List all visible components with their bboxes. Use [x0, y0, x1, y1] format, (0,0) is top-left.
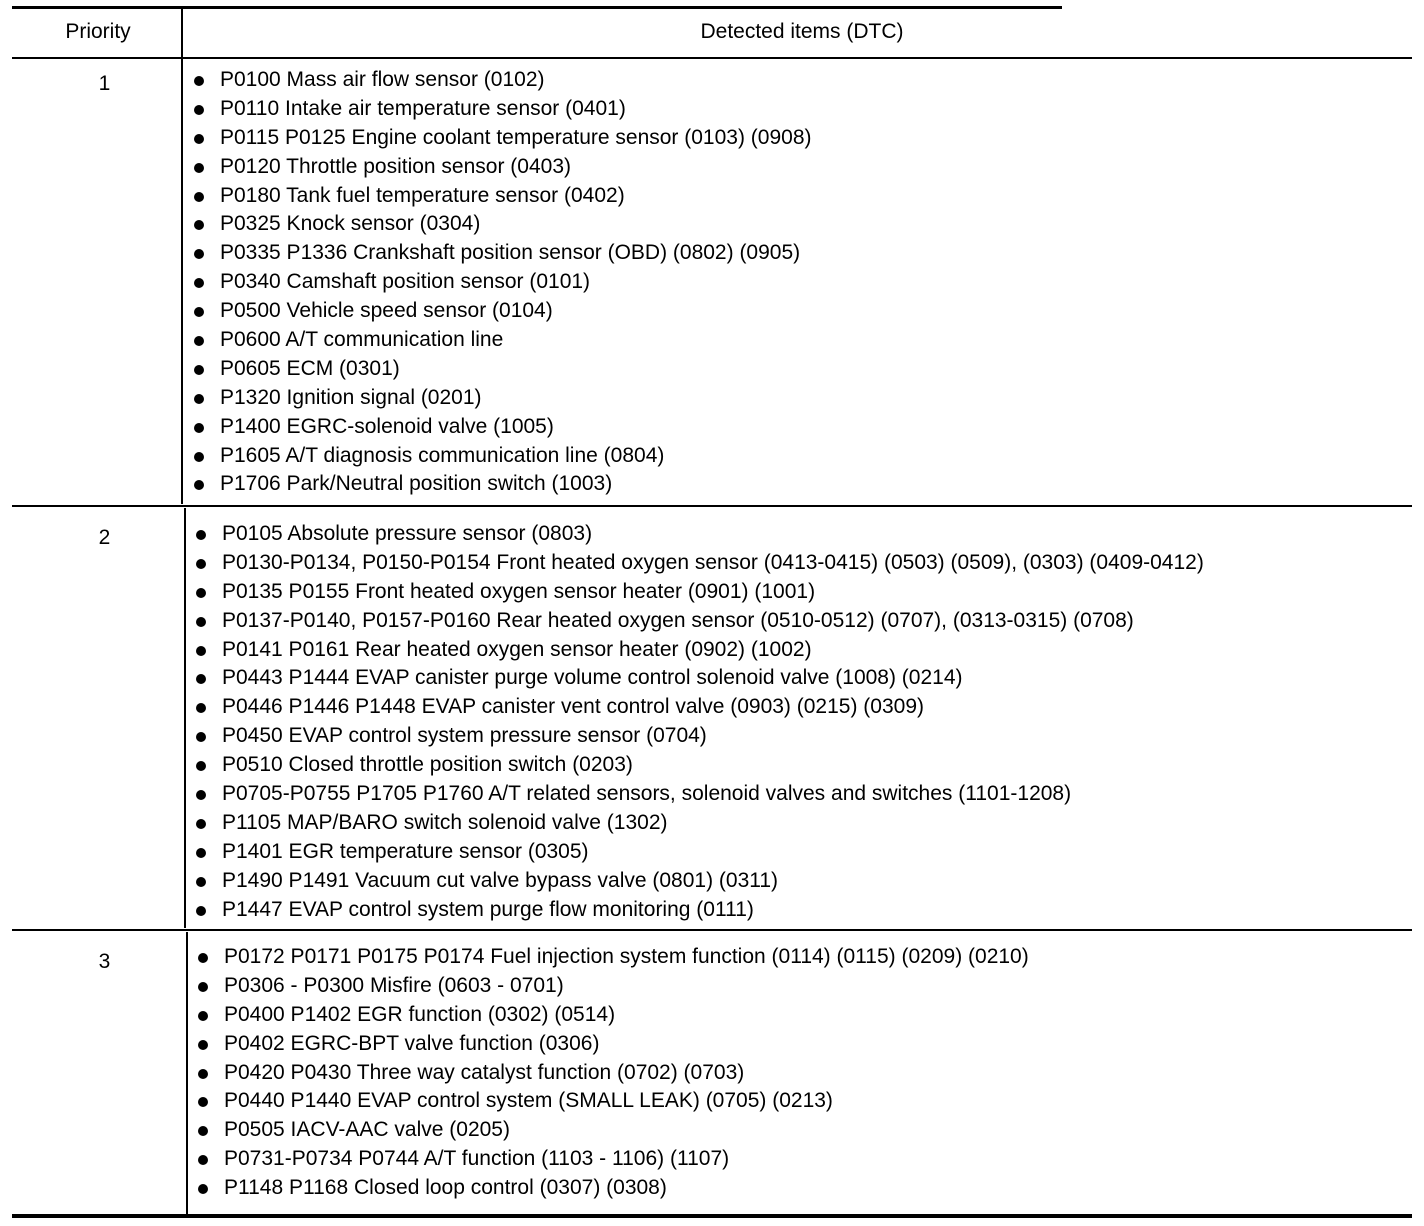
list-item: P0180 Tank fuel temperature sensor (0402)	[192, 182, 812, 211]
list-item: P1105 MAP/BARO switch solenoid valve (1302)	[194, 809, 1204, 838]
list-item: P1447 EVAP control system purge flow monitoring (0111)	[194, 896, 1204, 925]
list-item: P1148 P1168 Closed loop control (0307) (0308)	[196, 1174, 1029, 1203]
list-item: P0731-P0734 P0744 A/T function (1103 - 1106) (1107)	[196, 1145, 1029, 1174]
list-item: P0440 P1440 EVAP control system (SMALL LEAK) (0705) (0213)	[196, 1087, 1029, 1116]
list-item: P0605 ECM (0301)	[192, 355, 812, 384]
priority-3-items	[196, 943, 1029, 1203]
list-item: P0105 Absolute pressure sensor (0803)	[194, 520, 1204, 549]
list-item: P0335 P1336 Crankshaft position sensor (OBD) (0802) (0905)	[192, 239, 812, 268]
list-item: P0705-P0755 P1705 P1760 A/T related sensors, solenoid valves and switches (1101-1208)	[194, 780, 1204, 809]
header-priority: Priority	[65, 20, 131, 43]
header-detected-items: Detected items (DTC)	[700, 20, 904, 43]
list-item: P0600 A/T communication line	[192, 326, 812, 355]
priority-2-items	[194, 520, 1204, 924]
list-item: P0446 P1446 P1448 EVAP canister vent control valve (0903) (0215) (0309)	[194, 693, 1204, 722]
list-item: P1400 EGRC-solenoid valve (1005)	[192, 413, 812, 442]
group-rule	[12, 929, 1412, 931]
list-item: P0130-P0134, P0150-P0154 Front heated oxygen sensor (0413-0415) (0503) (0509), (0303) (0409-0412)	[194, 549, 1204, 578]
priority-1: 1	[98, 72, 111, 95]
list-item: P0120 Throttle position sensor (0403)	[192, 153, 812, 182]
list-item: P1706 Park/Neutral position switch (1003)	[192, 470, 812, 499]
list-item: P0306 - P0300 Misfire (0603 - 0701)	[196, 972, 1029, 1001]
list-item: P0325 Knock sensor (0304)	[192, 210, 812, 239]
list-item: P1320 Ignition signal (0201)	[192, 384, 812, 413]
list-item: P1605 A/T diagnosis communication line (0804)	[192, 442, 812, 471]
list-item: P0505 IACV-AAC valve (0205)	[196, 1116, 1029, 1145]
list-item: P0100 Mass air flow sensor (0102)	[192, 66, 812, 95]
list-item: P0110 Intake air temperature sensor (0401)	[192, 95, 812, 124]
list-item: P1401 EGR temperature sensor (0305)	[194, 838, 1204, 867]
list-item: P0141 P0161 Rear heated oxygen sensor heater (0902) (1002)	[194, 636, 1204, 665]
list-item: P0402 EGRC-BPT valve function (0306)	[196, 1030, 1029, 1059]
list-item: P0115 P0125 Engine coolant temperature sensor (0103) (0908)	[192, 124, 812, 153]
list-item: P0172 P0171 P0175 P0174 Fuel injection system function (0114) (0115) (0209) (0210)	[196, 943, 1029, 972]
column-divider	[184, 508, 186, 928]
list-item: P0443 P1444 EVAP canister purge volume control solenoid valve (1008) (0214)	[194, 664, 1204, 693]
table-top-rule	[12, 6, 1062, 9]
list-item: P0450 EVAP control system pressure sensor (0704)	[194, 722, 1204, 751]
list-item: P0137-P0140, P0157-P0160 Rear heated oxygen sensor (0510-0512) (0707), (0313-0315) (0708)	[194, 607, 1204, 636]
list-item: P1490 P1491 Vacuum cut valve bypass valve (0801) (0311)	[194, 867, 1204, 896]
header-rule	[12, 57, 1412, 59]
list-item: P0420 P0430 Three way catalyst function (0702) (0703)	[196, 1059, 1029, 1088]
list-item: P0340 Camshaft position sensor (0101)	[192, 268, 812, 297]
table-bottom-rule	[12, 1214, 1412, 1218]
priority-3: 3	[98, 950, 111, 973]
list-item: P0510 Closed throttle position switch (0203)	[194, 751, 1204, 780]
priority-1-items	[192, 66, 812, 499]
list-item: P0135 P0155 Front heated oxygen sensor heater (0901) (1001)	[194, 578, 1204, 607]
list-item: P0400 P1402 EGR function (0302) (0514)	[196, 1001, 1029, 1030]
list-item: P0500 Vehicle speed sensor (0104)	[192, 297, 812, 326]
priority-2: 2	[98, 526, 111, 549]
group-rule	[12, 505, 1412, 507]
